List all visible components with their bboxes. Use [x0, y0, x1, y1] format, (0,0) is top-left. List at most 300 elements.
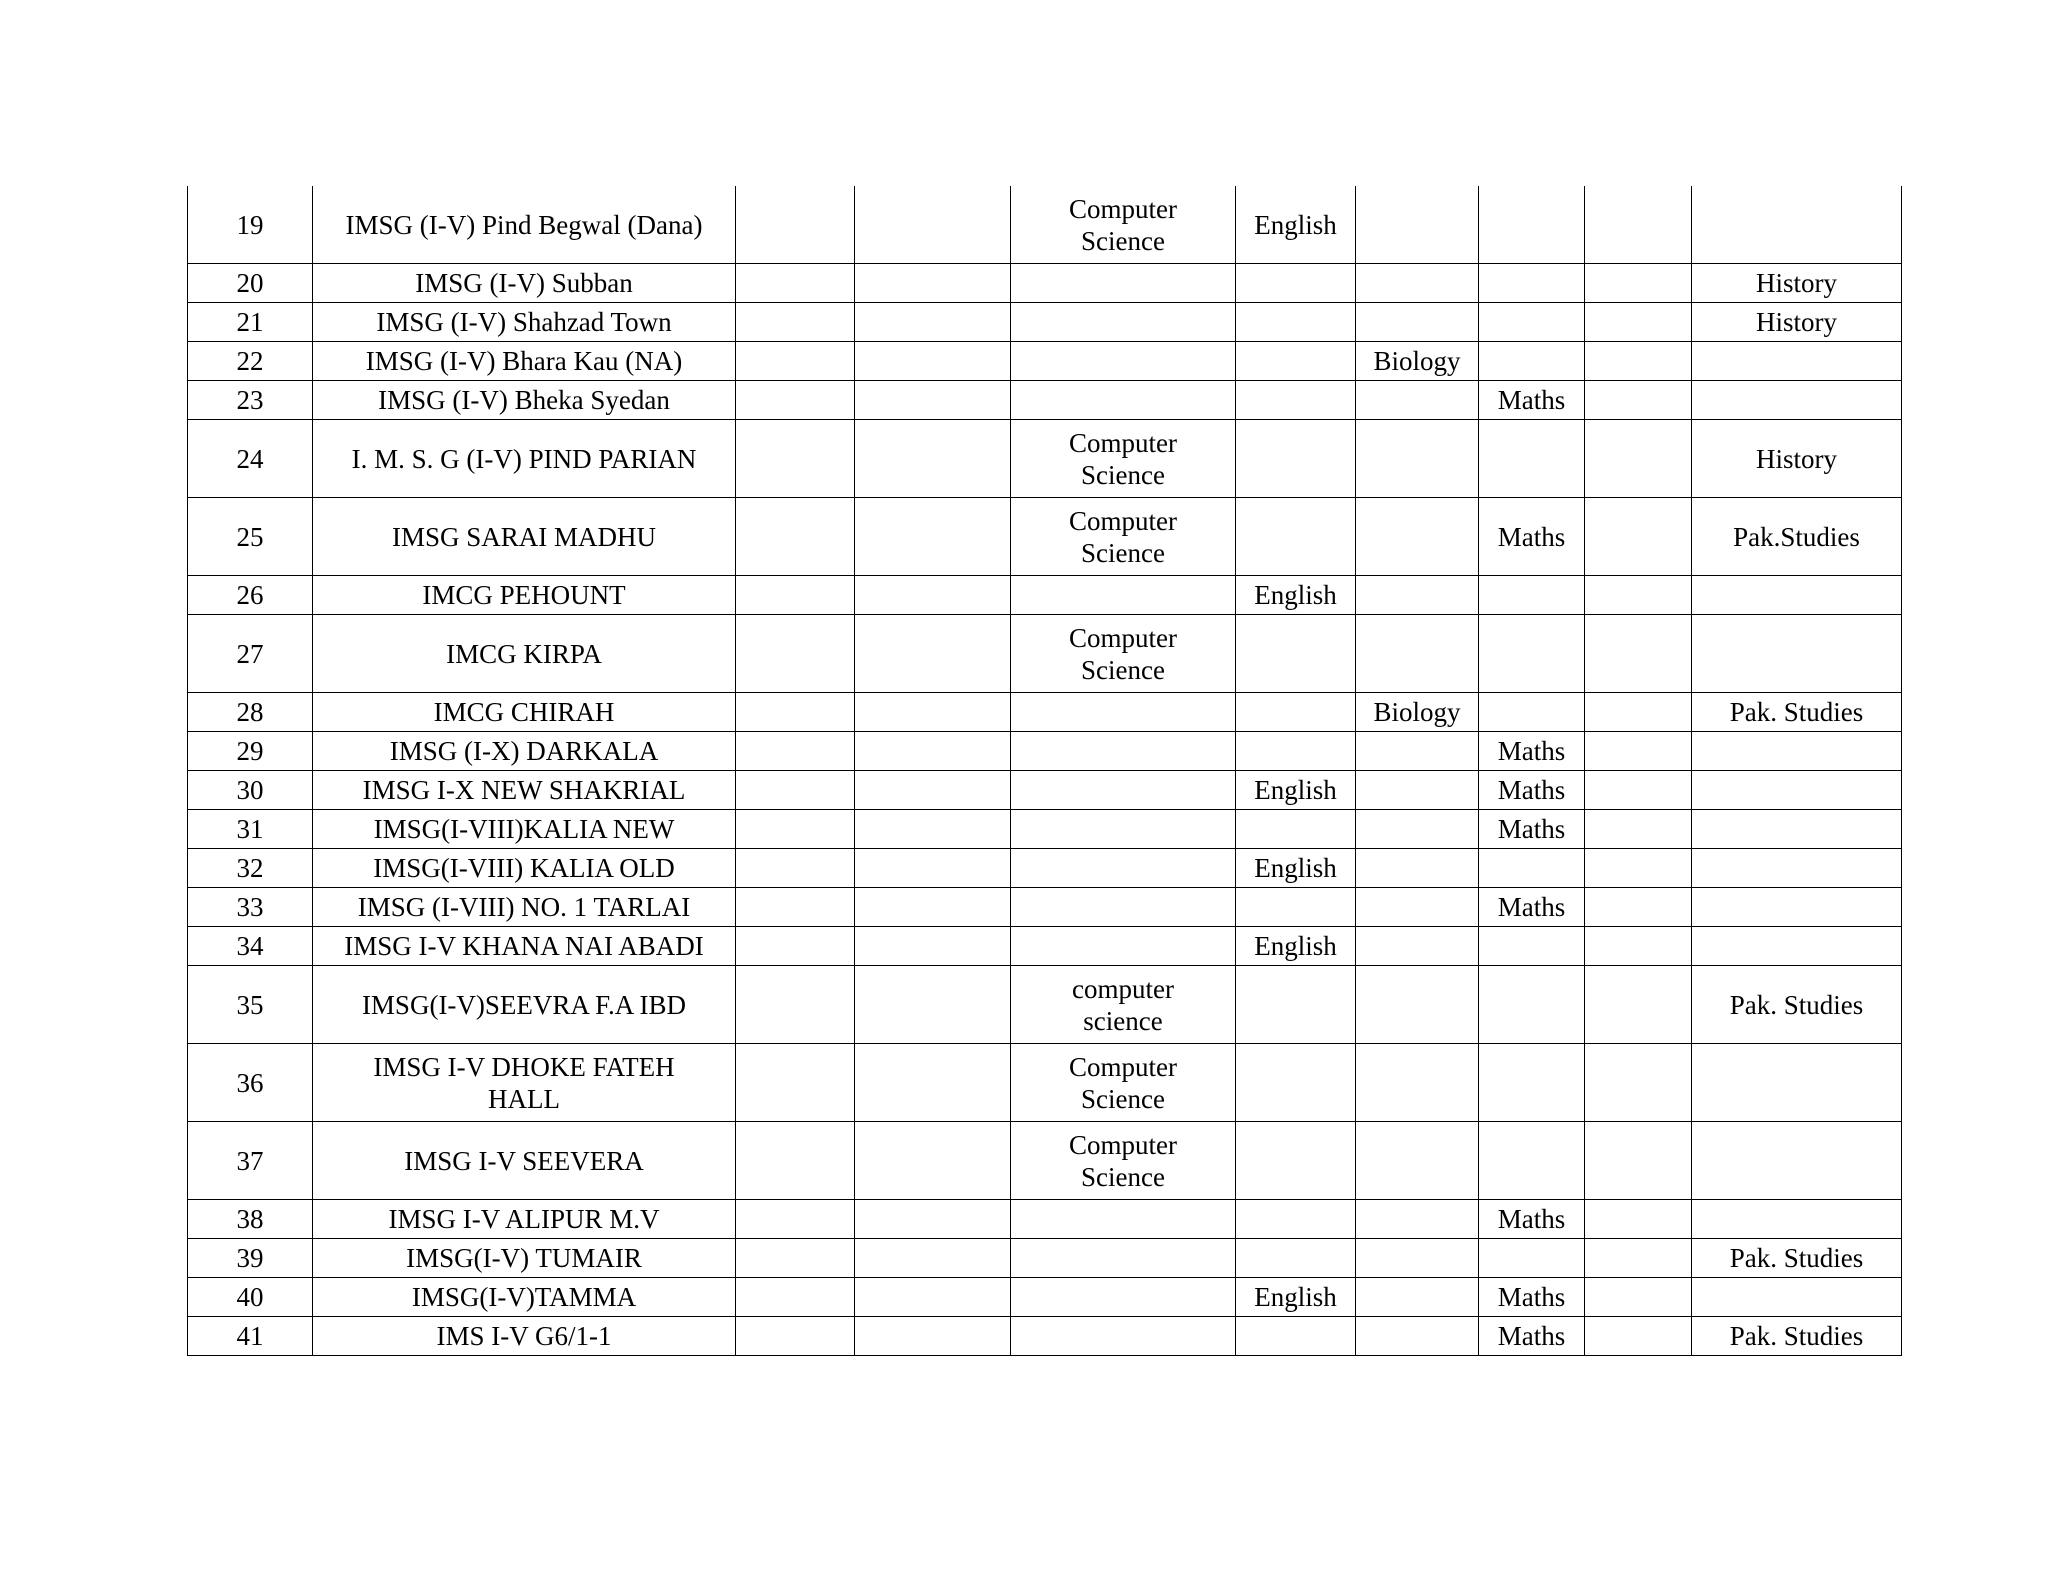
- history-pak-studies-cell-text: Pak. Studies: [1729, 989, 1864, 1020]
- english-cell: [1236, 1239, 1356, 1278]
- blank-column-9-cell: [1585, 186, 1692, 264]
- biology-cell-text: Biology: [1373, 346, 1461, 376]
- computer-science-cell: [1011, 1239, 1236, 1278]
- school-name-cell-text: IMSG (I-X) DARKALA: [389, 736, 659, 766]
- history-pak-studies-cell: [1692, 1122, 1902, 1200]
- blank-column-4-cell: [855, 1278, 1011, 1317]
- school-name-cell-text: IMSG (I-V) Shahzad Town: [376, 307, 672, 337]
- history-pak-studies-cell: [1692, 1278, 1902, 1317]
- computer-science-cell-text: Computer Science: [1069, 1051, 1177, 1114]
- table-row: [188, 927, 1902, 966]
- english-cell-text: English: [1254, 931, 1337, 961]
- computer-science-cell-text: computer science: [1072, 973, 1174, 1036]
- maths-cell-text: Maths: [1497, 521, 1566, 552]
- computer-science-cell: [1011, 381, 1236, 420]
- blank-column-3-cell: [736, 888, 855, 927]
- history-pak-studies-cell: [1692, 420, 1902, 498]
- school-name-cell-text: IMSG I-X NEW SHAKRIAL: [362, 775, 686, 805]
- blank-column-3-cell: [736, 342, 855, 381]
- maths-cell: [1479, 927, 1585, 966]
- table-row: [188, 849, 1902, 888]
- row-number-cell: [188, 264, 313, 303]
- blank-column-9-cell: [1585, 693, 1692, 732]
- blank-column-4-cell: [855, 693, 1011, 732]
- school-name-cell: [313, 966, 736, 1044]
- school-name-cell: [313, 186, 736, 264]
- english-cell: [1236, 771, 1356, 810]
- english-cell: [1236, 498, 1356, 576]
- history-pak-studies-cell: [1692, 888, 1902, 927]
- school-name-cell-text: IMSG (I-V) Pind Begwal (Dana): [345, 209, 703, 240]
- english-cell: [1236, 342, 1356, 381]
- table-row: [188, 1317, 1902, 1356]
- maths-cell-text: Maths: [1497, 892, 1566, 922]
- english-cell-text: English: [1254, 853, 1337, 883]
- blank-column-4-cell: [855, 615, 1011, 693]
- english-cell-text: English: [1254, 1282, 1337, 1312]
- biology-cell: [1356, 264, 1479, 303]
- row-number-cell-text: 30: [236, 775, 264, 805]
- row-number-cell-text: 26: [236, 580, 264, 610]
- row-number-cell: [188, 1044, 313, 1122]
- english-cell-text: English: [1254, 775, 1337, 805]
- row-number-cell: [188, 1239, 313, 1278]
- blank-column-4-cell: [855, 1044, 1011, 1122]
- computer-science-cell: [1011, 576, 1236, 615]
- row-number-cell-text: 23: [236, 385, 264, 415]
- school-name-cell: [313, 1200, 736, 1239]
- table-row: [188, 342, 1902, 381]
- row-number-cell: [188, 693, 313, 732]
- blank-column-9-cell: [1585, 888, 1692, 927]
- school-name-cell: [313, 771, 736, 810]
- english-cell: [1236, 693, 1356, 732]
- row-number-cell-text: 20: [236, 268, 264, 298]
- maths-cell: [1479, 303, 1585, 342]
- blank-column-3-cell: [736, 1200, 855, 1239]
- blank-column-9-cell: [1585, 1317, 1692, 1356]
- history-pak-studies-cell: [1692, 849, 1902, 888]
- school-name-cell-text: IMCG CHIRAH: [433, 697, 615, 727]
- maths-cell: [1479, 888, 1585, 927]
- row-number-cell: [188, 771, 313, 810]
- history-pak-studies-cell: [1692, 810, 1902, 849]
- blank-column-4-cell: [855, 576, 1011, 615]
- biology-cell: [1356, 1278, 1479, 1317]
- blank-column-3-cell: [736, 1122, 855, 1200]
- row-number-cell: [188, 888, 313, 927]
- row-number-cell-text: 24: [236, 443, 264, 474]
- school-name-cell: [313, 420, 736, 498]
- computer-science-cell: [1011, 849, 1236, 888]
- maths-cell: [1479, 810, 1585, 849]
- english-cell: [1236, 810, 1356, 849]
- english-cell: [1236, 420, 1356, 498]
- row-number-cell-text: 29: [236, 736, 264, 766]
- computer-science-cell: [1011, 1044, 1236, 1122]
- english-cell: [1236, 1044, 1356, 1122]
- blank-column-4-cell: [855, 381, 1011, 420]
- computer-science-cell: [1011, 1200, 1236, 1239]
- blank-column-9-cell: [1585, 927, 1692, 966]
- school-name-cell-text: IMCG PEHOUNT: [422, 580, 626, 610]
- blank-column-4-cell: [855, 342, 1011, 381]
- maths-cell: [1479, 1044, 1585, 1122]
- row-number-cell-text: 40: [236, 1282, 264, 1312]
- school-name-cell: [313, 1044, 736, 1122]
- computer-science-cell-text: Computer Science: [1069, 622, 1177, 685]
- history-pak-studies-cell-text: Pak. Studies: [1729, 1321, 1864, 1351]
- maths-cell: [1479, 342, 1585, 381]
- maths-cell-text: Maths: [1497, 1321, 1566, 1351]
- english-cell: [1236, 849, 1356, 888]
- table-row: [188, 381, 1902, 420]
- blank-column-3-cell: [736, 927, 855, 966]
- biology-cell: [1356, 810, 1479, 849]
- maths-cell-text: Maths: [1497, 385, 1566, 415]
- school-name-cell-text: IMCG KIRPA: [446, 638, 602, 669]
- blank-column-3-cell: [736, 186, 855, 264]
- table-row: [188, 1200, 1902, 1239]
- school-name-cell: [313, 381, 736, 420]
- school-name-cell: [313, 849, 736, 888]
- maths-cell: [1479, 1317, 1585, 1356]
- biology-cell: [1356, 1044, 1479, 1122]
- school-name-cell: [313, 732, 736, 771]
- english-cell: [1236, 1278, 1356, 1317]
- computer-science-cell: [1011, 498, 1236, 576]
- biology-cell: [1356, 1200, 1479, 1239]
- computer-science-cell: [1011, 186, 1236, 264]
- biology-cell: [1356, 888, 1479, 927]
- maths-cell: [1479, 693, 1585, 732]
- school-name-cell-text: I. M. S. G (I-V) PIND PARIAN: [351, 443, 697, 474]
- school-name-cell-text: IMSG(I-V)TAMMA: [411, 1282, 637, 1312]
- blank-column-9-cell: [1585, 1200, 1692, 1239]
- computer-science-cell: [1011, 1122, 1236, 1200]
- biology-cell: [1356, 771, 1479, 810]
- row-number-cell-text: 27: [236, 638, 264, 669]
- row-number-cell-text: 34: [236, 931, 264, 961]
- blank-column-3-cell: [736, 810, 855, 849]
- blank-column-9-cell: [1585, 264, 1692, 303]
- school-name-cell-text: IMSG I-V ALIPUR M.V: [388, 1204, 660, 1234]
- blank-column-3-cell: [736, 693, 855, 732]
- history-pak-studies-cell-text: History: [1756, 307, 1837, 337]
- row-number-cell: [188, 576, 313, 615]
- biology-cell: [1356, 615, 1479, 693]
- blank-column-3-cell: [736, 1317, 855, 1356]
- biology-cell: [1356, 342, 1479, 381]
- history-pak-studies-cell-text: History: [1756, 268, 1837, 298]
- row-number-cell: [188, 1317, 313, 1356]
- history-pak-studies-cell: [1692, 1239, 1902, 1278]
- row-number-cell: [188, 966, 313, 1044]
- blank-column-3-cell: [736, 303, 855, 342]
- school-name-cell: [313, 810, 736, 849]
- table-row: [188, 888, 1902, 927]
- english-cell: [1236, 966, 1356, 1044]
- blank-column-4-cell: [855, 303, 1011, 342]
- table-row: [188, 732, 1902, 771]
- history-pak-studies-cell: [1692, 498, 1902, 576]
- maths-cell: [1479, 1239, 1585, 1278]
- history-pak-studies-cell: [1692, 576, 1902, 615]
- school-name-cell-text: IMSG(I-V) TUMAIR: [406, 1243, 642, 1273]
- blank-column-9-cell: [1585, 1239, 1692, 1278]
- table-row: [188, 186, 1902, 264]
- history-pak-studies-cell: [1692, 732, 1902, 771]
- computer-science-cell: [1011, 264, 1236, 303]
- biology-cell: [1356, 381, 1479, 420]
- table-row: [188, 1278, 1902, 1317]
- row-number-cell-text: 36: [236, 1067, 264, 1098]
- school-name-cell: [313, 1278, 736, 1317]
- english-cell: [1236, 381, 1356, 420]
- maths-cell: [1479, 1278, 1585, 1317]
- biology-cell: [1356, 1317, 1479, 1356]
- computer-science-cell: [1011, 1317, 1236, 1356]
- computer-science-cell: [1011, 966, 1236, 1044]
- blank-column-3-cell: [736, 849, 855, 888]
- school-name-cell: [313, 498, 736, 576]
- biology-cell: [1356, 927, 1479, 966]
- history-pak-studies-cell-text: Pak.Studies: [1733, 521, 1860, 552]
- blank-column-4-cell: [855, 1122, 1011, 1200]
- blank-column-9-cell: [1585, 420, 1692, 498]
- computer-science-cell-text: Computer Science: [1069, 1129, 1177, 1192]
- english-cell: [1236, 927, 1356, 966]
- maths-cell: [1479, 420, 1585, 498]
- row-number-cell-text: 31: [236, 814, 264, 844]
- blank-column-4-cell: [855, 849, 1011, 888]
- blank-column-9-cell: [1585, 732, 1692, 771]
- maths-cell-text: Maths: [1497, 1282, 1566, 1312]
- computer-science-cell: [1011, 927, 1236, 966]
- english-cell: [1236, 576, 1356, 615]
- maths-cell: [1479, 732, 1585, 771]
- english-cell: [1236, 1317, 1356, 1356]
- maths-cell: [1479, 849, 1585, 888]
- row-number-cell-text: 32: [236, 853, 264, 883]
- blank-column-3-cell: [736, 381, 855, 420]
- history-pak-studies-cell: [1692, 1317, 1902, 1356]
- school-name-cell-text: IMSG (I-V) Bhara Kau (NA): [365, 346, 683, 376]
- school-name-cell: [313, 1122, 736, 1200]
- blank-column-4-cell: [855, 810, 1011, 849]
- blank-column-9-cell: [1585, 615, 1692, 693]
- row-number-cell: [188, 1200, 313, 1239]
- table-row: [188, 420, 1902, 498]
- biology-cell: [1356, 498, 1479, 576]
- biology-cell: [1356, 186, 1479, 264]
- history-pak-studies-cell: [1692, 615, 1902, 693]
- blank-column-3-cell: [736, 1278, 855, 1317]
- biology-cell: [1356, 1122, 1479, 1200]
- school-name-cell: [313, 615, 736, 693]
- table-row: [188, 966, 1902, 1044]
- row-number-cell: [188, 1122, 313, 1200]
- history-pak-studies-cell: [1692, 1044, 1902, 1122]
- row-number-cell: [188, 498, 313, 576]
- blank-column-9-cell: [1585, 1278, 1692, 1317]
- school-name-cell-text: IMSG(I-VIII)KALIA NEW: [373, 814, 675, 844]
- row-number-cell: [188, 1278, 313, 1317]
- table-row: [188, 1239, 1902, 1278]
- blank-column-4-cell: [855, 732, 1011, 771]
- biology-cell: [1356, 693, 1479, 732]
- school-name-cell: [313, 693, 736, 732]
- english-cell: [1236, 1122, 1356, 1200]
- english-cell: [1236, 186, 1356, 264]
- row-number-cell-text: 21: [236, 307, 264, 337]
- school-name-cell-text: IMSG(I-VIII) KALIA OLD: [373, 853, 675, 883]
- school-name-cell: [313, 888, 736, 927]
- history-pak-studies-cell-text: History: [1756, 443, 1837, 474]
- school-name-cell-text: IMSG I-V DHOKE FATEH HALL: [373, 1051, 675, 1114]
- blank-column-3-cell: [736, 576, 855, 615]
- blank-column-9-cell: [1585, 771, 1692, 810]
- blank-column-9-cell: [1585, 810, 1692, 849]
- row-number-cell-text: 33: [236, 892, 264, 922]
- row-number-cell: [188, 342, 313, 381]
- blank-column-3-cell: [736, 498, 855, 576]
- biology-cell: [1356, 849, 1479, 888]
- computer-science-cell: [1011, 810, 1236, 849]
- english-cell-text: English: [1254, 580, 1337, 610]
- row-number-cell-text: 38: [236, 1204, 264, 1234]
- blank-column-3-cell: [736, 966, 855, 1044]
- english-cell: [1236, 615, 1356, 693]
- row-number-cell-text: 35: [236, 989, 264, 1020]
- computer-science-cell: [1011, 888, 1236, 927]
- table-row: [188, 615, 1902, 693]
- school-name-cell: [313, 264, 736, 303]
- row-number-cell: [188, 615, 313, 693]
- english-cell-text: English: [1254, 209, 1337, 240]
- biology-cell: [1356, 1239, 1479, 1278]
- row-number-cell: [188, 420, 313, 498]
- history-pak-studies-cell-text: Pak. Studies: [1729, 1243, 1864, 1273]
- blank-column-4-cell: [855, 927, 1011, 966]
- blank-column-3-cell: [736, 1239, 855, 1278]
- history-pak-studies-cell: [1692, 693, 1902, 732]
- computer-science-cell: [1011, 615, 1236, 693]
- maths-cell-text: Maths: [1497, 775, 1566, 805]
- biology-cell: [1356, 420, 1479, 498]
- row-number-cell: [188, 186, 313, 264]
- table-body: [188, 186, 1902, 1356]
- computer-science-cell-text: Computer Science: [1069, 193, 1177, 256]
- maths-cell: [1479, 771, 1585, 810]
- history-pak-studies-cell: [1692, 1200, 1902, 1239]
- table-row: [188, 810, 1902, 849]
- biology-cell-text: Biology: [1373, 697, 1461, 727]
- maths-cell: [1479, 615, 1585, 693]
- blank-column-9-cell: [1585, 1044, 1692, 1122]
- english-cell: [1236, 303, 1356, 342]
- table-row: [188, 303, 1902, 342]
- school-name-cell: [313, 1317, 736, 1356]
- history-pak-studies-cell-text: Pak. Studies: [1729, 697, 1864, 727]
- school-name-cell-text: IMS I-V G6/1-1: [436, 1321, 612, 1351]
- blank-column-3-cell: [736, 615, 855, 693]
- english-cell: [1236, 264, 1356, 303]
- blank-column-4-cell: [855, 264, 1011, 303]
- blank-column-4-cell: [855, 966, 1011, 1044]
- biology-cell: [1356, 966, 1479, 1044]
- computer-science-cell: [1011, 693, 1236, 732]
- history-pak-studies-cell: [1692, 771, 1902, 810]
- history-pak-studies-cell: [1692, 342, 1902, 381]
- school-name-cell-text: IMSG SARAI MADHU: [391, 521, 657, 552]
- history-pak-studies-cell: [1692, 264, 1902, 303]
- row-number-cell: [188, 732, 313, 771]
- english-cell: [1236, 888, 1356, 927]
- row-number-cell-text: 19: [236, 209, 264, 240]
- school-name-cell-text: IMSG (I-V) Bheka Syedan: [378, 385, 670, 415]
- maths-cell: [1479, 966, 1585, 1044]
- computer-science-cell: [1011, 1278, 1236, 1317]
- row-number-cell: [188, 927, 313, 966]
- blank-column-9-cell: [1585, 966, 1692, 1044]
- row-number-cell-text: 28: [236, 697, 264, 727]
- row-number-cell-text: 22: [236, 346, 264, 376]
- maths-cell: [1479, 1122, 1585, 1200]
- computer-science-cell: [1011, 303, 1236, 342]
- maths-cell: [1479, 381, 1585, 420]
- computer-science-cell: [1011, 420, 1236, 498]
- maths-cell: [1479, 1200, 1585, 1239]
- computer-science-cell: [1011, 342, 1236, 381]
- blank-column-3-cell: [736, 420, 855, 498]
- blank-column-4-cell: [855, 1239, 1011, 1278]
- maths-cell: [1479, 576, 1585, 615]
- blank-column-4-cell: [855, 420, 1011, 498]
- row-number-cell-text: 39: [236, 1243, 264, 1273]
- blank-column-9-cell: [1585, 303, 1692, 342]
- computer-science-cell: [1011, 771, 1236, 810]
- history-pak-studies-cell: [1692, 186, 1902, 264]
- history-pak-studies-cell: [1692, 927, 1902, 966]
- table-row: [188, 264, 1902, 303]
- maths-cell: [1479, 498, 1585, 576]
- blank-column-4-cell: [855, 498, 1011, 576]
- blank-column-9-cell: [1585, 342, 1692, 381]
- school-name-cell: [313, 576, 736, 615]
- blank-column-3-cell: [736, 264, 855, 303]
- blank-column-4-cell: [855, 1200, 1011, 1239]
- school-name-cell: [313, 1239, 736, 1278]
- blank-column-9-cell: [1585, 381, 1692, 420]
- school-name-cell-text: IMSG I-V KHANA NAI ABADI: [344, 931, 704, 961]
- biology-cell: [1356, 576, 1479, 615]
- table-row: [188, 498, 1902, 576]
- school-name-cell: [313, 927, 736, 966]
- blank-column-3-cell: [736, 732, 855, 771]
- blank-column-4-cell: [855, 888, 1011, 927]
- school-subject-table: [187, 186, 1902, 1356]
- blank-column-9-cell: [1585, 498, 1692, 576]
- table-row: [188, 771, 1902, 810]
- school-name-cell: [313, 342, 736, 381]
- english-cell: [1236, 732, 1356, 771]
- blank-column-3-cell: [736, 771, 855, 810]
- maths-cell-text: Maths: [1497, 814, 1566, 844]
- school-name-cell-text: IMSG I-V SEEVERA: [404, 1145, 644, 1176]
- row-number-cell: [188, 303, 313, 342]
- blank-column-4-cell: [855, 186, 1011, 264]
